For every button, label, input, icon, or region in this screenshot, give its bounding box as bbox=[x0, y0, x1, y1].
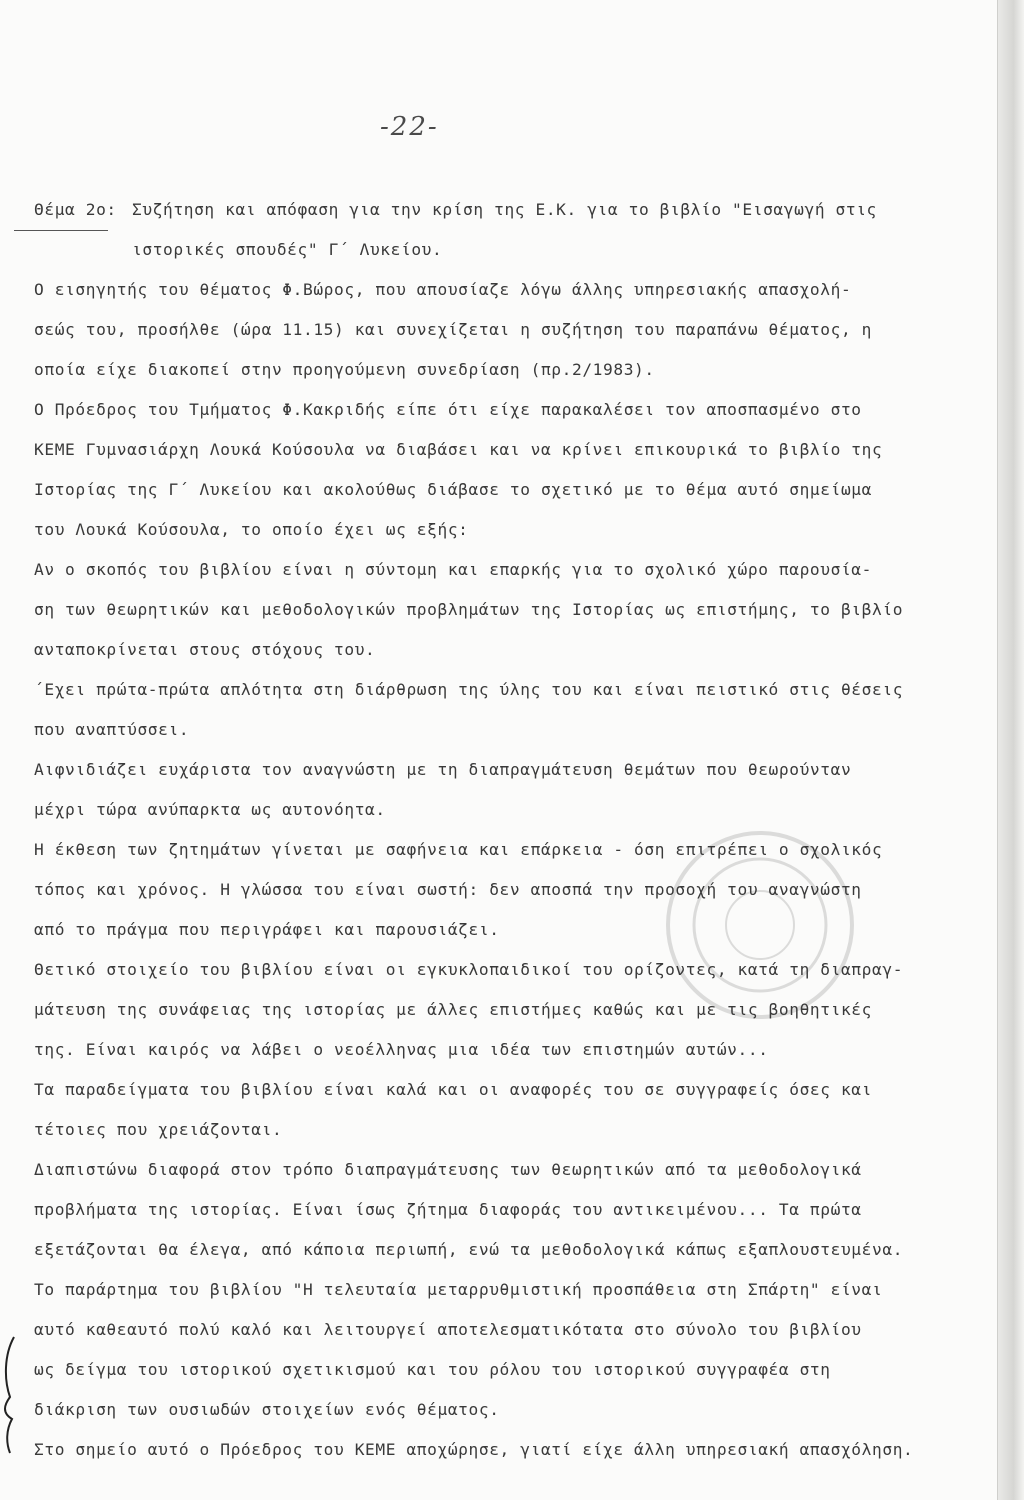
topic-title-line-2: ιστορικές σπουδές" Γ΄ Λυκείου. bbox=[132, 240, 443, 259]
topic-title-line-1: Συζήτηση και απόφαση για την κρίση της Ε.Κ. για το βιβλίο "Εισαγωγή στις bbox=[132, 200, 877, 219]
body-line: Το παράρτημα του βιβλίου "Η τελευταία μεταρρυθμιστική προσπάθεια στη Σπάρτη" είναι bbox=[34, 1280, 883, 1299]
body-line: ΚΕΜΕ Γυμνασιάρχη Λουκά Κούσουλα να διαβάσει και να κρίνει επικουρικά το βιβλίο της bbox=[34, 440, 883, 459]
page-edge bbox=[997, 0, 1024, 1500]
body-line: ση των θεωρητικών και μεθοδολογικών προβλημάτων της Ιστορίας ως επιστήμης, το βιβλίο bbox=[34, 600, 904, 619]
body-line: Η έκθεση των ζητημάτων γίνεται με σαφήνεια και επάρκεια - όση επιτρέπει ο σχολικός bbox=[34, 840, 883, 859]
body-line: Ιστορίας της Γ΄ Λυκείου και ακολούθως διάβασε το σχετικό με το θέμα αυτό σημείωμα bbox=[34, 480, 873, 499]
body-line: εξετάζονται θα έλεγα, από κάποια περιωπή, ενώ τα μεθοδολογικά κάπως εξαπλουστευμένα. bbox=[34, 1240, 904, 1259]
body-line: Ο Πρόεδρος του Τμήματος Φ.Κακριδής είπε ότι είχε παρακαλέσει τον αποσπασμένο στο bbox=[34, 400, 862, 419]
body-line: αυτό καθεαυτό πολύ καλό και λειτουργεί αποτελεσματικότατα στο σύνολο του βιβλίου bbox=[34, 1320, 862, 1339]
body-line: Ο εισηγητής του θέματος Φ.Βώρος, που απουσίαζε λόγω άλλης υπηρεσιακής απασχολή- bbox=[34, 280, 852, 299]
body-line: ως δείγμα του ιστορικού σχετικισμού και του ρόλου του ιστορικού συγγραφέα στη bbox=[34, 1360, 831, 1379]
body-line: του Λουκά Κούσουλα, το οποίο έχει ως εξής: bbox=[34, 520, 469, 539]
body-line: σεώς του, προσήλθε (ώρα 11.15) και συνεχίζεται η συζήτηση του παραπάνω θέματος, η bbox=[34, 320, 873, 339]
body-line: που αναπτύσσει. bbox=[34, 720, 190, 739]
body-line: ανταποκρίνεται στους στόχους του. bbox=[34, 640, 376, 659]
topic-underline bbox=[14, 230, 108, 231]
body-line: Στο σημείο αυτό ο Πρόεδρος του ΚΕΜΕ αποχώρησε, γιατί είχε άλλη υπηρεσιακή απασχόληση. bbox=[34, 1440, 914, 1459]
body-line: διάκριση των ουσιωδών στοιχείων ενός θέματος. bbox=[34, 1400, 500, 1419]
body-line: μάτευση της συνάφειας της ιστορίας με άλλες επιστήμες καθώς και με τις βοηθητικές bbox=[34, 1000, 873, 1019]
body-line: οποία είχε διακοπεί στην προηγούμενη συνεδρίαση (πρ.2/1983). bbox=[34, 360, 655, 379]
body-line: Αιφνιδιάζει ευχάριστα τον αναγνώστη με τη διαπραγμάτευση θεμάτων που θεωρούνταν bbox=[34, 760, 852, 779]
page-number: -22- bbox=[380, 112, 439, 142]
body-line: μέχρι τώρα ανύπαρκτα ως αυτονόητα. bbox=[34, 800, 386, 819]
body-line: Θετικό στοιχείο του βιβλίου είναι οι εγκυκλοπαιδικοί του ορίζοντες, κατά τη διαπραγ- bbox=[34, 960, 904, 979]
margin-bracket-mark bbox=[0, 1335, 22, 1455]
body-line: τέτοιες που χρειάζονται. bbox=[34, 1120, 283, 1139]
body-line: της. Είναι καιρός να λάβει ο νεοέλληνας μια ιδέα των επιστημών αυτών... bbox=[34, 1040, 769, 1059]
body-line: τόπος και χρόνος. Η γλώσσα του είναι σωστή: δεν αποσπά την προσοχή του αναγνώστη bbox=[34, 880, 862, 899]
body-line: προβλήματα της ιστορίας. Είναι ίσως ζήτημα διαφοράς του αντικειμένου... Τα πρώτα bbox=[34, 1200, 862, 1219]
body-line: από το πράγμα που περιγράφει και παρουσιάζει. bbox=[34, 920, 500, 939]
body-line: ΄Εχει πρώτα-πρώτα απλότητα στη διάρθρωση της ύλης του και είναι πειστικό στις θέσεις bbox=[34, 680, 904, 699]
body-line: Διαπιστώνω διαφορά στον τρόπο διαπραγμάτευσης των θεωρητικών από τα μεθοδολογικά bbox=[34, 1160, 862, 1179]
body-line: Τα παραδείγματα του βιβλίου είναι καλά και οι αναφορές του σε συγγραφείς όσες και bbox=[34, 1080, 873, 1099]
topic-label: Θέμα 2ο: bbox=[34, 200, 117, 219]
body-line: Αν ο σκοπός του βιβλίου είναι η σύντομη και επαρκής για το σχολικό χώρο παρουσία- bbox=[34, 560, 873, 579]
